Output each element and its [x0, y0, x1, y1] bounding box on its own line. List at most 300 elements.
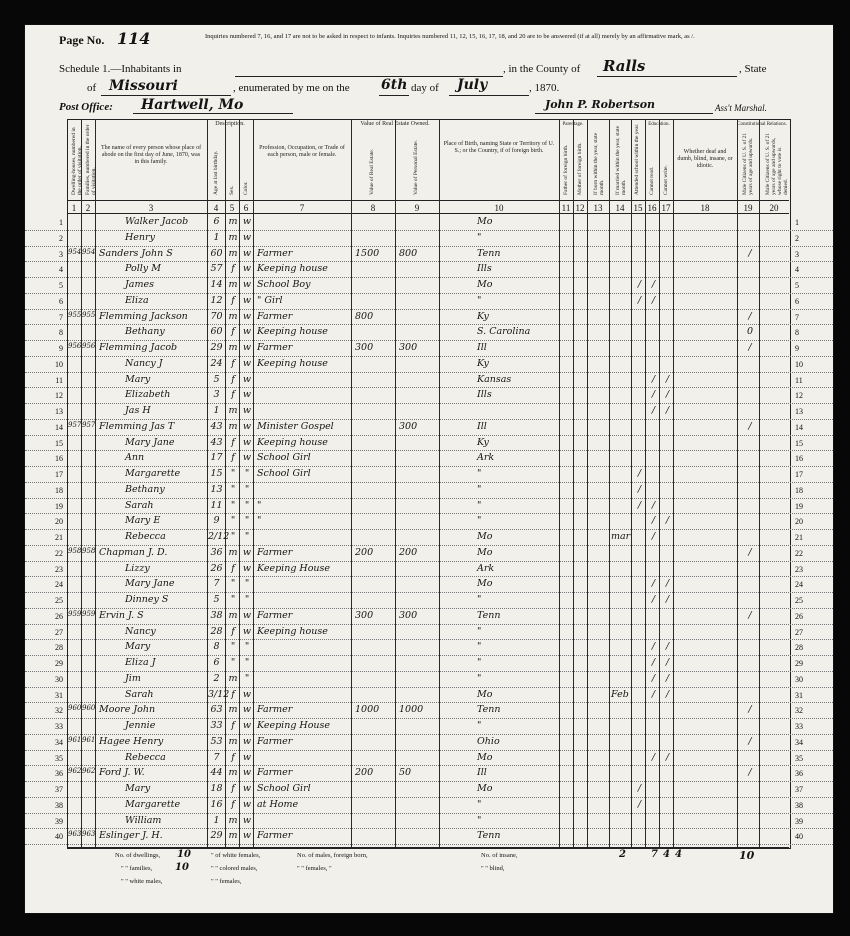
- dwelling-number: 955: [68, 310, 82, 319]
- birthplace: Mo: [477, 531, 493, 542]
- age: 6: [213, 657, 220, 668]
- dwelling-number: 954: [68, 247, 82, 256]
- birthplace: ": [477, 798, 482, 810]
- header-deaf-blind: Whether deaf and dumb, blind, insane, or idiotic.: [677, 149, 733, 169]
- person-name: Jim: [125, 672, 141, 684]
- row-number-right: 18: [795, 485, 803, 495]
- table-row: [25, 325, 833, 341]
- person-name: Chapman J. D.: [99, 546, 168, 558]
- occupation: School Girl: [257, 783, 311, 794]
- cannot-read: /: [651, 657, 656, 668]
- person-name: Bethany: [125, 483, 165, 495]
- table-row: [25, 483, 833, 499]
- header-mother-foreign: Mother of foreign birth.: [577, 142, 583, 195]
- sex: f: [231, 625, 235, 637]
- occupation: Minister Gospel: [257, 420, 334, 432]
- sex: m: [228, 310, 238, 322]
- cannot-read: /: [651, 389, 656, 401]
- birthplace: ": [477, 499, 482, 511]
- cannot-write: /: [665, 657, 670, 668]
- age: 1: [213, 231, 220, 243]
- color: w: [242, 546, 252, 558]
- footer-tally-17: 4: [675, 849, 682, 860]
- row-number: 11: [55, 375, 63, 385]
- table-row: [25, 310, 833, 326]
- schedule-line: Schedule 1.—Inhabitants in: [59, 63, 182, 75]
- person-name: Ervin J. S: [99, 609, 144, 621]
- family-number: 962: [82, 767, 96, 776]
- row-number: 26: [55, 611, 63, 621]
- age: 36: [210, 546, 223, 558]
- sex: ": [230, 657, 236, 668]
- occupation: ": [257, 499, 262, 511]
- cannot-read: /: [651, 373, 656, 385]
- row-number-right: 10: [795, 359, 803, 369]
- birthplace: Tenn: [477, 247, 501, 259]
- header-parentage: Parentage.: [562, 122, 584, 127]
- sex: m: [228, 405, 238, 416]
- column-number: 13: [593, 203, 603, 213]
- table-row: [25, 593, 833, 609]
- color: w: [242, 735, 252, 747]
- birthplace: ": [477, 814, 482, 826]
- table-row: [25, 436, 833, 452]
- row-number: 20: [55, 517, 63, 527]
- row-number: 31: [55, 690, 63, 700]
- cannot-write: /: [665, 373, 670, 385]
- column-number: 1: [71, 203, 77, 213]
- sex: m: [228, 735, 238, 747]
- row-number-right: 7: [795, 312, 799, 322]
- county-value: Ralls: [603, 57, 646, 75]
- row-number: 38: [55, 800, 63, 810]
- person-name: Dinney S: [125, 594, 169, 605]
- birthplace: Ky: [477, 436, 489, 448]
- personal-estate-value: 1000: [399, 704, 424, 716]
- age: 63: [210, 704, 223, 716]
- age: 16: [210, 798, 223, 810]
- person-name: Mary E: [125, 515, 161, 527]
- month-married: Feb: [611, 688, 629, 700]
- cannot-write: /: [665, 405, 670, 416]
- footer-tally-19: 10: [739, 849, 755, 862]
- person-name: Elizabeth: [125, 389, 171, 401]
- cannot-read: /: [651, 751, 656, 763]
- row-number: 32: [55, 706, 63, 716]
- age: 57: [210, 263, 223, 275]
- column-number: 16: [647, 203, 657, 213]
- row-number: 37: [55, 785, 63, 794]
- color: ": [244, 515, 250, 527]
- male-citizen: /: [748, 310, 752, 322]
- column-number: 8: [370, 203, 376, 213]
- cannot-read: /: [651, 499, 656, 511]
- table-row: [25, 530, 833, 546]
- age: 2: [213, 672, 220, 684]
- color: ": [244, 641, 250, 653]
- occupation: Keeping house: [257, 357, 328, 369]
- table-row: [25, 294, 833, 310]
- person-name: Ann: [125, 452, 145, 464]
- header-vote-denied: Male Citizens of U. S. of 21 years of age and upwards, whose right to vote is denied.: [765, 132, 789, 195]
- age: 7: [213, 578, 220, 590]
- age: 38: [210, 609, 223, 621]
- sex: ": [230, 641, 236, 653]
- sex: f: [231, 389, 235, 401]
- birthplace: Ohio: [477, 735, 500, 747]
- sex: m: [228, 247, 238, 259]
- row-number-right: 19: [795, 501, 803, 511]
- real-estate-value: 200: [355, 767, 374, 779]
- row-number: 39: [55, 816, 63, 826]
- cannot-read: /: [651, 641, 656, 653]
- color: w: [242, 814, 252, 826]
- color: w: [242, 751, 252, 763]
- column-number: 12: [575, 203, 585, 213]
- occupation: Keeping House: [257, 720, 331, 731]
- color: ": [244, 531, 250, 542]
- row-number-right: 39: [795, 816, 803, 826]
- person-name: Rebecca: [125, 531, 166, 542]
- dwelling-number: 960: [68, 704, 82, 713]
- sex: m: [228, 830, 238, 842]
- cannot-read: /: [651, 594, 656, 605]
- age: 3/12: [208, 688, 230, 700]
- person-name: Moore John: [99, 704, 156, 716]
- column-number: 10: [494, 203, 504, 213]
- table-row: [25, 341, 833, 357]
- sex: f: [231, 373, 235, 385]
- dwelling-number: 959: [68, 609, 82, 618]
- person-name: Mary Jane: [125, 578, 175, 590]
- row-number-right: 31: [795, 690, 803, 700]
- sex: f: [231, 751, 235, 763]
- age: 70: [210, 310, 223, 322]
- attended-school: /: [637, 294, 642, 306]
- table-row: [25, 546, 833, 562]
- birthplace: ": [477, 657, 482, 668]
- row-number-right: 2: [795, 233, 799, 243]
- color: ": [244, 594, 250, 605]
- personal-estate-value: 200: [399, 546, 418, 558]
- table-row: [25, 672, 833, 688]
- color: w: [242, 436, 252, 448]
- birthplace: Ill: [477, 767, 487, 779]
- sex: ": [230, 578, 236, 590]
- table-row: [25, 814, 833, 830]
- cannot-write: /: [665, 515, 670, 527]
- footer-males-foreign-label: No. of males, foreign born,: [297, 852, 368, 859]
- color: w: [242, 688, 252, 700]
- personal-estate-value: 800: [399, 247, 418, 259]
- table-row: [25, 404, 833, 420]
- family-number: 956: [82, 342, 96, 350]
- footer-dwellings-label: No. of dwellings,: [115, 852, 161, 859]
- person-name: Jas H: [125, 405, 151, 416]
- cannot-read: /: [651, 688, 656, 700]
- cannot-read: /: [651, 578, 656, 590]
- sex: f: [231, 357, 235, 369]
- day-of-label: day of: [411, 82, 439, 94]
- person-name: Eslinger J. H.: [99, 830, 163, 842]
- age: 8: [213, 641, 220, 653]
- age: 18: [210, 783, 223, 794]
- column-number: 4: [213, 203, 219, 213]
- occupation: Farmer: [257, 310, 293, 322]
- real-estate-value: 300: [355, 609, 374, 621]
- birthplace: Mo: [477, 578, 493, 590]
- row-number-right: 29: [795, 659, 803, 668]
- header-birthplace: Place of Birth, naming State or Territory of U. S.; or the Country, if of foreign birth.: [443, 141, 555, 154]
- color: ": [244, 657, 250, 668]
- birthplace: Mo: [477, 279, 493, 290]
- person-name: Sarah: [125, 688, 154, 700]
- age: 60: [210, 247, 223, 259]
- cannot-read: /: [651, 405, 656, 416]
- occupation: Farmer: [257, 546, 293, 558]
- age: 29: [210, 830, 223, 842]
- row-number-right: 12: [795, 391, 803, 401]
- dwelling-number: 963: [68, 830, 82, 839]
- row-number-right: 32: [795, 706, 803, 716]
- person-name: Mary: [125, 373, 151, 385]
- header-cannot-read: Cannot read.: [649, 166, 655, 195]
- birthplace: ": [477, 641, 482, 653]
- header-name: The name of every person whose place of abode on the first day of June, 1870, was in this family.: [100, 145, 202, 165]
- age: 1: [213, 405, 220, 416]
- age: 26: [210, 562, 223, 574]
- row-number: 8: [59, 328, 63, 338]
- male-citizen: /: [748, 342, 752, 353]
- footer-white-females-label: " of white females,: [211, 852, 261, 859]
- person-name: Walker Jacob: [125, 216, 189, 227]
- row-number-right: 13: [795, 407, 803, 416]
- sex: f: [231, 326, 235, 338]
- birthplace: Ills: [477, 263, 492, 275]
- sex: ": [230, 531, 236, 542]
- row-number-right: 9: [795, 344, 799, 353]
- row-number: 1: [59, 218, 63, 227]
- footer-colored-males-label: " " colored males,: [211, 865, 258, 872]
- birthplace: Ky: [477, 310, 489, 322]
- male-citizen: /: [748, 546, 752, 558]
- state-value: Missouri: [109, 78, 178, 94]
- occupation: " Girl: [257, 294, 283, 306]
- color: w: [242, 704, 252, 716]
- footer-white-males-label: " " white males,: [121, 878, 163, 885]
- male-citizen: /: [748, 609, 752, 621]
- male-citizen: /: [748, 247, 752, 259]
- row-number-right: 22: [795, 548, 803, 558]
- age: 17: [210, 452, 223, 464]
- occupation: Keeping house: [257, 436, 328, 448]
- person-name: Eliza: [125, 294, 149, 306]
- row-number: 34: [55, 737, 63, 747]
- person-name: Jennie: [125, 720, 156, 731]
- row-number-right: 21: [795, 533, 803, 542]
- sex: ": [230, 483, 236, 495]
- column-number: 5: [229, 203, 235, 213]
- row-number-right: 36: [795, 769, 803, 779]
- person-name: Margarette: [125, 468, 181, 479]
- person-name: Henry: [125, 231, 155, 243]
- birthplace: ": [477, 231, 482, 243]
- table-row: [25, 514, 833, 530]
- age: 53: [210, 735, 223, 747]
- occupation: School Girl: [257, 452, 311, 464]
- person-name: Lizzy: [125, 562, 150, 574]
- census-page: [24, 24, 834, 914]
- row-number: 6: [59, 296, 63, 306]
- attended-school: /: [637, 468, 642, 479]
- header-school: Attended school within the year.: [634, 123, 640, 195]
- row-number: 23: [55, 564, 63, 574]
- row-number: 35: [55, 753, 63, 763]
- year-label: , 1870.: [529, 82, 560, 94]
- person-name: Hagee Henry: [99, 735, 164, 747]
- color: w: [242, 294, 252, 306]
- row-number: 22: [55, 548, 63, 558]
- color: ": [244, 578, 250, 590]
- header-constitutional: Constitutional Relations.: [737, 122, 787, 127]
- table-row: [25, 640, 833, 656]
- row-number-right: 15: [795, 438, 803, 448]
- person-name: Eliza J: [125, 657, 156, 668]
- row-number-right: 38: [795, 800, 803, 810]
- age: 9: [213, 515, 220, 527]
- attended-school: /: [637, 279, 642, 290]
- age: 12: [210, 294, 223, 306]
- birthplace: Mo: [477, 688, 493, 700]
- person-name: James: [125, 279, 154, 290]
- sex: f: [231, 720, 235, 731]
- birthplace: ": [477, 468, 482, 479]
- cannot-write: /: [665, 594, 670, 605]
- column-number: 20: [769, 203, 779, 213]
- cannot-read: /: [651, 672, 656, 684]
- person-name: Bethany: [125, 326, 165, 338]
- row-number: 16: [55, 454, 63, 464]
- birthplace: Tenn: [477, 704, 501, 716]
- personal-estate-value: 300: [399, 342, 418, 353]
- row-number-right: 16: [795, 454, 803, 464]
- person-name: Sarah: [125, 499, 154, 511]
- table-row: [25, 388, 833, 404]
- footer-colored-females-label: " " females,: [211, 878, 242, 885]
- table-row: [25, 420, 833, 436]
- color: w: [242, 783, 252, 794]
- row-number-right: 6: [795, 296, 799, 306]
- row-number-right: 28: [795, 643, 803, 653]
- male-citizen: /: [748, 767, 752, 779]
- color: w: [242, 247, 252, 259]
- birthplace: ": [477, 625, 482, 637]
- birthplace: ": [477, 294, 482, 306]
- color: w: [242, 562, 252, 574]
- row-number: 19: [55, 501, 63, 511]
- age: 3: [213, 389, 220, 401]
- birthplace: Ill: [477, 342, 487, 353]
- column-number: 18: [700, 203, 710, 213]
- table-row: [25, 766, 833, 782]
- person-name: Flemming Jackson: [99, 310, 188, 322]
- cannot-read: /: [651, 294, 656, 306]
- color: w: [242, 342, 252, 353]
- marshal-name: John P. Robertson: [545, 98, 656, 111]
- column-number: 3: [148, 203, 154, 213]
- month-married: mar: [611, 531, 631, 542]
- color: w: [242, 798, 252, 810]
- occupation: Farmer: [257, 735, 293, 747]
- row-number-right: 3: [795, 249, 799, 259]
- table-row: [25, 625, 833, 641]
- color: ": [244, 483, 250, 495]
- sex: m: [228, 704, 238, 716]
- age: 60: [210, 326, 223, 338]
- dwelling-number: 958: [68, 546, 82, 555]
- row-number: 27: [55, 627, 63, 637]
- age: 14: [210, 279, 223, 290]
- row-number-right: 24: [795, 580, 803, 590]
- family-number: 959: [82, 609, 96, 618]
- page-number-label: Page No.: [59, 33, 105, 47]
- age: 24: [210, 357, 223, 369]
- row-number: 18: [55, 485, 63, 495]
- header-color: Color.: [243, 181, 249, 195]
- header-real-estate: Value of Real Estate.: [369, 148, 375, 195]
- row-number: 24: [55, 580, 63, 590]
- family-number: 960: [82, 704, 96, 713]
- row-number: 21: [55, 533, 63, 542]
- dwelling-number: 957: [68, 420, 82, 429]
- person-name: Mary: [125, 641, 151, 653]
- footer-tally-16: 4: [663, 849, 670, 860]
- column-number: 14: [615, 203, 625, 213]
- footer-families-label: " " families,: [121, 865, 153, 872]
- column-number: 15: [633, 203, 643, 213]
- age: 7: [213, 751, 220, 763]
- sex: m: [228, 216, 238, 227]
- person-name: Mary Jane: [125, 436, 175, 448]
- table-row: [25, 231, 833, 247]
- month-value: July: [457, 77, 488, 93]
- table-row: [25, 278, 833, 294]
- birthplace: ": [477, 515, 482, 527]
- person-name: Sanders John S: [99, 247, 173, 259]
- occupation: at Home: [257, 798, 299, 810]
- page-number-value: 114: [117, 29, 151, 48]
- male-citizen: /: [748, 420, 752, 432]
- header-occupation: Profession, Occupation, or Trade of each person, male or female.: [259, 145, 345, 158]
- cannot-write: /: [665, 389, 670, 401]
- color: ": [244, 499, 250, 511]
- color: w: [242, 373, 252, 385]
- age: 43: [210, 420, 223, 432]
- row-number: 7: [59, 312, 63, 322]
- row-number: 28: [55, 643, 63, 653]
- footer-families-value: 10: [175, 862, 189, 873]
- occupation: School Boy: [257, 279, 311, 290]
- sex: f: [231, 798, 235, 810]
- family-number: 963: [82, 830, 96, 839]
- marshal-label: Ass't Marshal.: [715, 103, 767, 113]
- occupation: Farmer: [257, 704, 293, 716]
- inquiries-note: Inquiries numbered 7, 16, and 17 are not to be asked in respect to infants. Inquiries numbered 11, 12, 15, 16, 17, 18, and 20 are to be answered (if at all) merely by an affirmative mark, as /.: [205, 33, 695, 40]
- family-number: 955: [82, 310, 96, 319]
- age: 6: [213, 216, 220, 227]
- color: w: [242, 231, 252, 243]
- real-estate-value: 800: [355, 310, 374, 322]
